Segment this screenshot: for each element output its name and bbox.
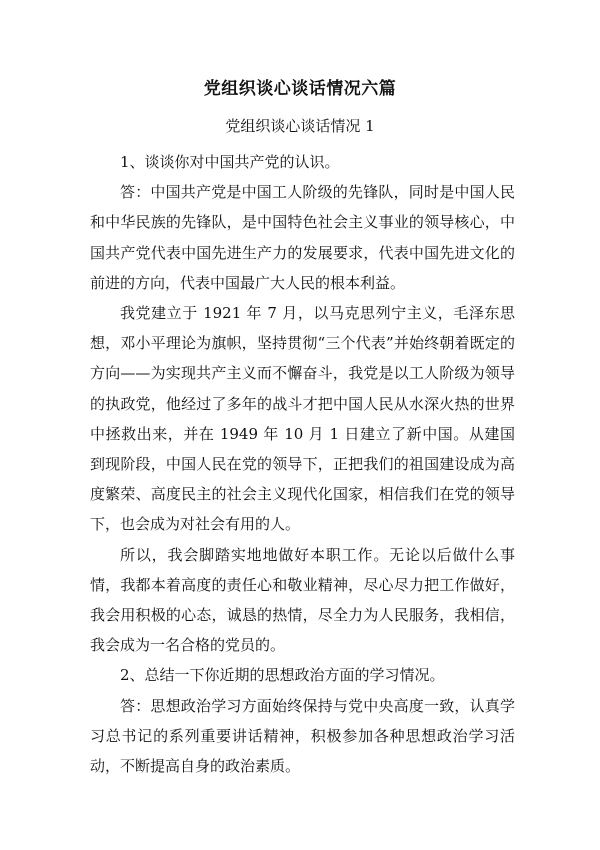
paragraph-question-2: 2、总结一下你近期的思想政治方面的学习情况。 [120,666,445,685]
document-body [90,147,515,781]
section-subtitle: 党组织谈心谈话情况 1 [225,117,375,135]
paragraph-commitment: 所以，我会脚踏实地地做好本职工作。无论以后做什么事情，我都本着高度的责任心和敬业精神，尽心尽力把工作做好，我会用积极的心态，诚恳的热情，尽全力为人民服务，我相信，我会成为一名合格的党员的。 [90,545,515,655]
paragraph-answer-2: 答：思想政治学习方面始终保持与党中央高度一致，认真学习总书记的系列重要讲话精神，积极参加各种思想政治学习活动，不断提高自身的政治素质。 [90,696,515,776]
document-title: 党组织谈心谈话情况六篇 [203,79,397,99]
paragraph-answer-1: 答：中国共产党是中国工人阶级的先锋队，同时是中国人民和中华民族的先锋队，是中国特色社会主义事业的领导核心，中国共产党代表中国先进生产力的发展要求，代表中国先进文化的前进的方向，代表中国最广大人民的根本利益。 [90,183,515,292]
paragraph-party-history: 我党建立于 1921 年 7 月，以马克思列宁主义，毛泽东思想，邓小平理论为旗帜，坚持贯彻“三个代表”并始终朝着既定的方向——为实现共产主义而不懈奋斗，我党是以工人阶级为领导的执政党，他经过了多年的战斗才把中国人民从水深火热的世界中拯救出来，并在 1949 年 10 月 1 日建立了新中国。从建国到现阶段，中国人民在党的领导下，正把我们的祖国建设成为高度繁荣、高度民主的社会主义现代化国家，相信我们在党的领导下，也会成为对社会有用的人。 [90,304,515,534]
paragraph-question-1: 1、谈谈你对中国共产党的认识。 [120,153,340,171]
